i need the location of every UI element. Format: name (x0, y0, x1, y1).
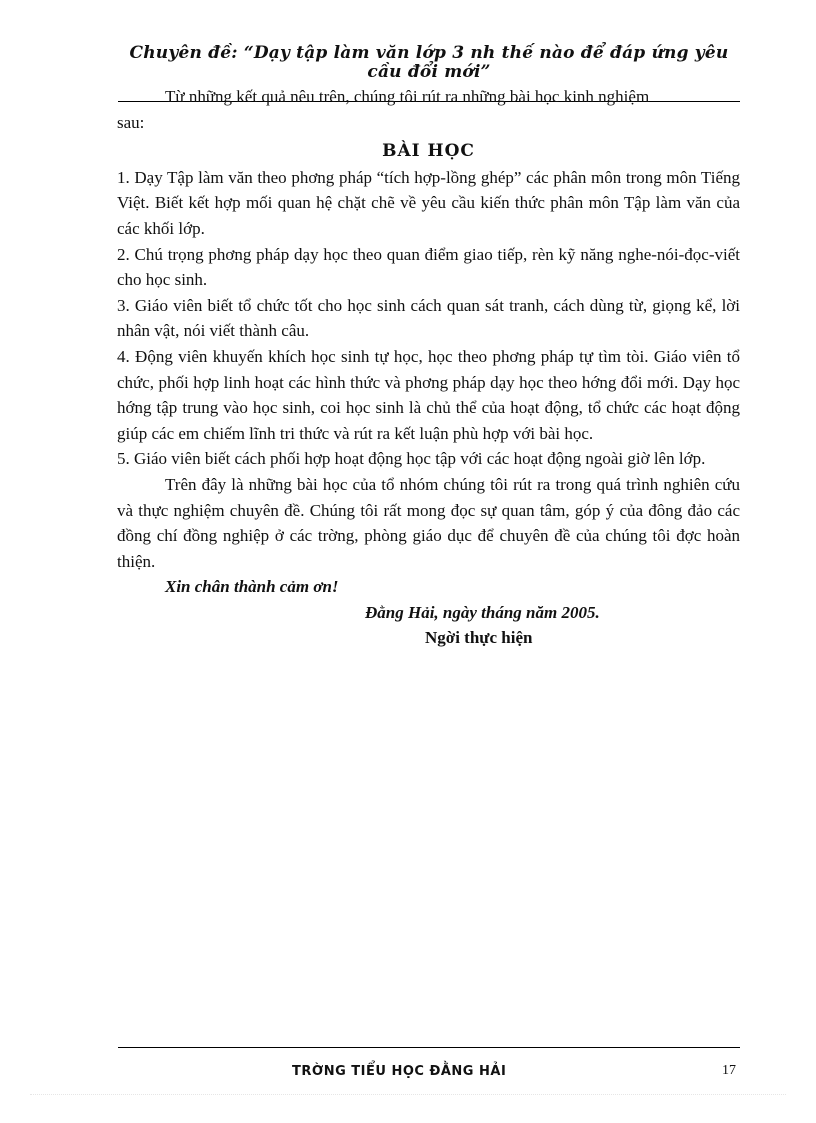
header-title: Chuyên đề: “Dạy tập làm văn lớp 3 nh thế nào để đáp ứng yêu cầu đổi mới” (129, 43, 729, 82)
closing-thanks: Xin chân thành cảm ơn! (165, 577, 339, 597)
footer-rule (118, 1047, 740, 1048)
lesson-item-1: 1. Dạy Tập làm văn theo phơng pháp “tích hợp-lồng ghép” các phân môn trong môn Tiếng Việt. Biết kết hợp mối quan hệ chặt chẽ về yêu cầu kiến thức phân môn Tập làm văn của các khối lớp. (117, 167, 740, 238)
conclusion-paragraph: Trên đây là những bài học của tổ nhóm chúng tôi rút ra trong quá trình nghiên cứu và thực nghiệm chuyên đề. Chúng tôi rất mong đọc sự quan tâm, góp ý của đông đảo các đồng chí đồng nghiệp ở các trờng, phòng giáo dục để chuyên đề của chúng tôi đợc hoàn thiện. (117, 474, 740, 571)
lesson-item-4: 4. Động viên khuyến khích học sinh tự học, học theo phơng pháp tự tìm tòi. Giáo viên tổ chức, phối hợp linh hoạt các hình thức và phơng pháp dạy học theo hớng đổi mới. Dạy học hớng tập trung vào học sinh, coi học sinh là chủ thể của hoạt động, tổ chức các hoạt động giúp các em chiếm lĩnh tri thức và rút ra kết luận phù hợp với bài học. (117, 346, 740, 443)
page-number: 17 (722, 1063, 736, 1078)
document-body (117, 84, 740, 651)
page-bottom-dotted-edge (30, 1094, 786, 1095)
lesson-item-5: 5. Giáo viên biết cách phối hợp hoạt động học tập với các hoạt động ngoài giờ lên lớp. (117, 449, 706, 469)
intro-line-continuation: sau: (117, 112, 145, 132)
place-date: Đằng Hải, ngày tháng năm 2005. (365, 602, 600, 622)
lesson-item-2: 2. Chú trọng phơng pháp dạy học theo quan điểm giao tiếp, rèn kỹ năng nghe-nói-đọc-viết cho học sinh. (117, 244, 740, 290)
intro-line: Từ những kết quả nêu trên, chúng tôi rút ra những bài học kinh nghiệm (165, 87, 650, 106)
footer-school-name: TRỜNG TIỂU HỌC ĐẰNG HẢI (292, 1064, 507, 1079)
lesson-item-3: 3. Giáo viên biết tổ chức tốt cho học sinh cách quan sát tranh, cách dùng từ, giọng kể, lời nhân vật, nói viết thành câu. (117, 295, 740, 341)
section-heading: BÀI HỌC (382, 141, 475, 162)
author-signature-label: Ngời thực hiện (425, 628, 533, 648)
